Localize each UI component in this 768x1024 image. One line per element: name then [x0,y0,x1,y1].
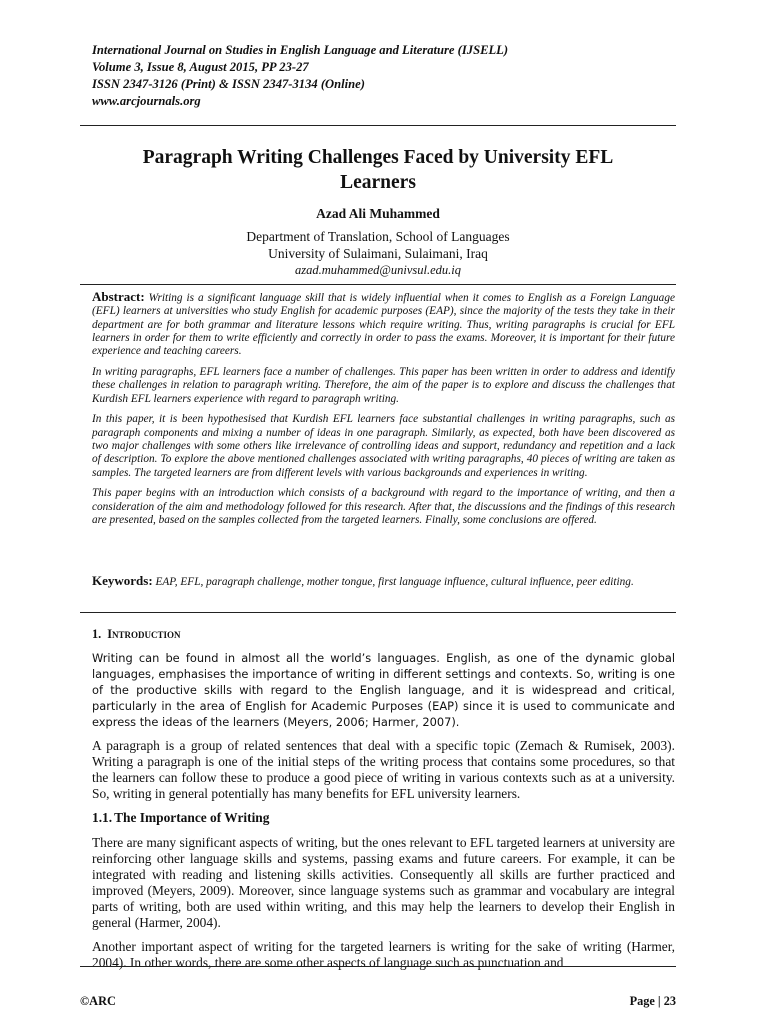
abstract-bottom-rule [80,612,676,613]
keywords-text: EAP, EFL, paragraph challenge, mother tongue, first language influence, cultural influence, peer editing. [155,576,634,588]
paper-title [80,145,676,195]
author-name: Azad Ali Muhammed [316,206,440,221]
journal-website: www.arcjournals.org [92,94,201,108]
abstract-paragraph-4: This paper begins with an introduction which consists of a background with regard to the importance of writing, and then a consideration of the aim and methodology followed for this research. After that, the discussions and the findings of this research are presented, based on the samples collected from the targeted learners. Finally, some conclusions are offered. [92,487,675,526]
section-heading [92,627,181,642]
body-text [92,650,675,979]
footer-rule [80,966,676,967]
paper-title-line1: Paragraph Writing Challenges Faced by University EFL [142,147,614,168]
author-university: University of Sulaimani, Sulaimani, Iraq [268,245,488,261]
keywords [92,574,675,589]
abstract-paragraph-1 [92,290,675,358]
abstract-top-rule [80,284,676,285]
journal-issn: ISSN 2347-3126 (Print) & ISSN 2347-3134 (Online) [92,77,365,91]
author-email: azad.muhammed@univsul.edu.iq [295,263,461,277]
subsection-number: 1.1. [92,810,113,825]
abstract-paragraph-3: In this paper, it is been hypothesised that Kurdish EFL learners face substantial challenges in writing paragraphs, such as paragraph components and mixing a number of ideas in one paragraph. Similarly, as expected, both have been discovered as two major challenges with some others like irrelevance of controlling ideas and support, redundancy and repetition and a lack of description. To explore the above mentioned challenges associated with writing paragraphs, 40 pieces of writing are taken as samples. The targeted learners are from different levels with various backgrounds and experiences in writing. [92,413,675,479]
importance-paragraph-2: Another important aspect of writing for the targeted learners is writing for the sake of writing (Harmer, 2004). In other words, there are some other aspects of language such as punctuation and [92,939,675,970]
journal-volume: Volume 3, Issue 8, August 2015, PP 23-27 [92,60,309,74]
header-rule [80,125,676,126]
subsection-title: The Importance of Writing [114,810,270,825]
intro-paragraph-1: Writing can be found in almost all the world’s languages. English, as one of the dynamic global languages, emphasises the importance of writing in different settings and contexts. So, writing is one of the productive skills with regard to the English language, and it is widespread and critical, particularly in the area of English for Academic Purposes (EAP) since it is used to communicate and express the ideas of the learners (Meyers, 2006; Harmer, 2007). [92,651,675,729]
author-department: Department of Translation, School of Languages [246,229,510,244]
author-affiliation [80,229,676,279]
abstract-label: Abstract: [92,289,145,304]
abstract-paragraph-2: In writing paragraphs, EFL learners face a number of challenges. This paper has been written in order to address and identify these challenges in relation to paragraph writing. Therefore, the aim of the paper is to explore and discuss the challenges that Kurdish EFL learners experience with regard to paragraph writing. [92,365,675,405]
keywords-label: Keywords: [92,573,153,588]
abstract [92,290,675,535]
section-number: 1. [92,627,102,641]
footer-copyright: ©ARC [80,994,116,1008]
paper-title-line2: Learners [340,172,416,193]
journal-header [92,42,682,110]
journal-name: International Journal on Studies in English Language and Literature (IJSELL) [92,43,509,57]
section-title: Introduction [107,627,181,641]
subsection-heading [92,810,675,826]
importance-paragraph-1: There are many significant aspects of writing, but the ones relevant to EFL targeted learners at university are reinforcing other language skills and systems, passing exams and future careers. For example, it can be integrated with reading and listening skills activities. Consequently all skills are further practiced and improved (Meyers, 2009). Moreover, since language systems such as grammar and vocabulary are integral parts of writing, both are used within writing, and this may help the learners to develop their English in general (Harmer, 2004). [92,835,675,930]
footer-page-number: Page | 23 [629,994,676,1008]
abstract-text-1: Writing is a significant language skill that is widely influential when it comes to English as a Foreign Language (EFL) learners at universities who study English for academic purposes (EAP), since the majority of the tests they take in their department are for both grammar and literature lessons which require writing. Thus, writing paragraphs is crucial for EFL learners in order for them to write efficiently and correctly in order to pass the exams. Moreover, it is important for their future experience and teaching careers. [92,292,675,358]
intro-paragraph-2: A paragraph is a group of related sentences that deal with a specific topic (Zemach & Rumisek, 2003). Writing a paragraph is one of the initial steps of the writing process that contains some procedures, so that the learners can follow these to produce a good piece of writing in various contexts such as at a university. So, writing in general potentially has many benefits for EFL university learners. [92,738,675,801]
